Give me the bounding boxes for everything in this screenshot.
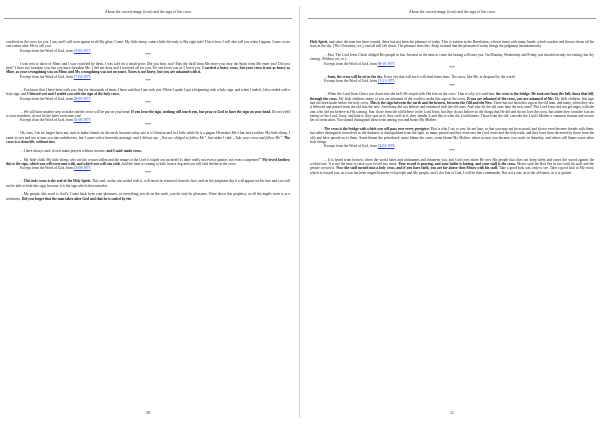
reference-text: Excerpt from the Word of God, from bbox=[324, 61, 378, 66]
page-number: 20 bbox=[146, 410, 150, 415]
paragraph bbox=[6, 179, 290, 188]
emphasis: If you are ashamed of the cross, you are ashamed of Me. bbox=[466, 96, 554, 101]
quote: „Take your cross and follow Me” bbox=[233, 135, 283, 140]
quote: „You are obliged to follow Me” bbox=[160, 135, 207, 140]
text: ... I have always said: do not make prayers without incense, bbox=[20, 148, 107, 153]
text: ... When the Lord Jesus Christ was down into the hell, He stayed with His feet on the cross. That is why it is said that: bbox=[324, 92, 497, 97]
emphasis: My loved brother, this is the sign, which you will overcome with, and which you will win with. bbox=[6, 157, 290, 166]
emphasis: Holy Spirit, bbox=[310, 40, 329, 44]
note: (The Christians; r.n.), bbox=[333, 44, 365, 49]
reference-date-link[interactable]: 28-05-1975 bbox=[73, 96, 91, 101]
reference-text: Excerpt from the Word of God, from bbox=[20, 166, 74, 171]
paragraph: crucified on the cross for you. I am, and I will soon appear in all My glory. Come, My little sheep, come a little bit early to My right side! This is how I will also call you when I appear. Come, as no one comes after Me to call you. bbox=[6, 40, 290, 49]
page-body bbox=[310, 40, 594, 175]
section-separator: *** bbox=[449, 148, 455, 153]
section-separator: *** bbox=[449, 83, 455, 88]
left-page bbox=[4, 0, 292, 424]
text: and all will fall down. The pleasure does this. Keep in mind that the pleasure of today brings the judgment instantaneously. bbox=[364, 44, 542, 49]
section-separator: *** bbox=[145, 100, 151, 105]
paragraph bbox=[6, 131, 290, 144]
emphasis: If you bear the sign, nothing will touch you, but pray to God to have the sign on your head. bbox=[131, 109, 271, 114]
paragraph bbox=[310, 92, 594, 122]
running-header: About the carved image (icon) and the sign of the cross bbox=[408, 10, 496, 14]
paragraph bbox=[6, 192, 290, 201]
page-number: 21 bbox=[450, 410, 454, 415]
emphasis: The cross is the bridge with which you will pass over every precipice. bbox=[324, 127, 430, 132]
section-separator: *** bbox=[145, 170, 151, 175]
text: And the time is coming to hide from a dog and you will find shelter at the cross. bbox=[120, 161, 237, 166]
right-page bbox=[308, 0, 596, 424]
paragraph bbox=[310, 53, 594, 62]
reference-date-link[interactable]: 09-10-1975 bbox=[377, 61, 395, 66]
header-rule bbox=[4, 18, 292, 19]
text: This seal, on the one sealed with it, will never be removed from his face, and on the judgment day it will appear on his face and you will not be able to hide this sign, because it is the sign which does miracles. bbox=[6, 179, 290, 188]
note: (Without oil, r.n.). bbox=[321, 57, 348, 62]
running-header: About the carved image (icon) and the sign of the cross bbox=[104, 10, 192, 14]
text: ... bbox=[324, 74, 328, 79]
reference-date-link[interactable]: 22-02-1976 bbox=[377, 144, 395, 149]
reference-text: Excerpt from the Word of God, from bbox=[20, 118, 74, 123]
text: ... My people, this word is God’s. Come back from your pleasures, as everything you do on the earth, you do only by pleasures. Write down this prophecy, as all the angels write it as a testimony. bbox=[6, 192, 290, 201]
paragraph bbox=[6, 88, 290, 97]
emphasis: and I said: make cross. bbox=[106, 148, 142, 153]
emphasis: the cross is the bridge. He took out from the hell, those that fell, through the cross. bbox=[310, 92, 595, 101]
reference-date-link[interactable]: 19-02-1975 bbox=[73, 48, 91, 53]
reference-text: Excerpt from the Word of God, from bbox=[20, 96, 74, 101]
reference-text: Excerpt from the Word of God, from bbox=[20, 74, 74, 79]
section-separator: *** bbox=[145, 53, 151, 58]
text: My little children, many of you are ashamed of the world to make this sign of the cross. bbox=[337, 96, 467, 101]
emphasis: Now the staff turned into a holy cross, and if you have faith, you are far above then Moses with his staff. bbox=[336, 166, 499, 171]
text: ... My little child, My little sheep, why are the crosses fallen and the image of the Lord is wiped out on them? Is there really not even a painter, not even a carpenter?” bbox=[20, 157, 263, 162]
text: Oh, sons, I do no longer have any trust to make friends on the earth, because today one is a Christian and in a little while he is a pagan. He makes Me a liar and a robber. My little sheep, I came to you and not to turn you into unbelievers, but I came with a heavenly message, and I did not say: bbox=[6, 131, 290, 140]
page-gutter bbox=[299, 6, 300, 418]
text: ... bbox=[20, 179, 24, 184]
emphasis: The cross is a clean life, without sins. bbox=[6, 135, 290, 145]
page-body bbox=[6, 40, 290, 201]
reference-text: Excerpt from the Word of God, from bbox=[324, 79, 378, 84]
reference-text: Excerpt from the Word of God, from bbox=[324, 144, 378, 149]
header-rule bbox=[308, 18, 596, 19]
paragraph bbox=[310, 40, 594, 49]
section-separator: *** bbox=[449, 66, 455, 71]
text: , but rather I said: bbox=[206, 135, 234, 140]
text: Take a good look son, only to see. Take a good look at My word, which is toward you, as a war has been waged between evil people and My people, and I, the Son of God, I will be their commander. But not a war, as in the old times, as it is spoken bbox=[310, 166, 594, 175]
emphasis: This is the sign between the earth and the heaven, between the Old and the New. bbox=[369, 100, 493, 105]
emphasis: This holy cross is the seal of the Holy Spirit. bbox=[23, 179, 92, 184]
emphasis: I blessed you and I sealed you with the sign of the holy cross. bbox=[27, 92, 120, 97]
text: Do not yield to your murderer, do not let the hater overcome you! bbox=[6, 109, 290, 118]
section-separator: *** bbox=[145, 79, 151, 84]
text: Moses split the Red Sea in two with his staff and the people crossed it. bbox=[310, 161, 594, 171]
emphasis: Did you forget that the man takes after God and that he is sealed by the bbox=[21, 196, 132, 201]
text: and since the man has been created, there has not been the pleasure of today. This is written in the Revelation: a fierce beast with many heads, which touches and throws down all the stars in the sky. bbox=[310, 40, 594, 49]
paragraph bbox=[6, 62, 290, 75]
text: I was sent to those of Mine, and I was crucified by them. I was sold for a small price. Did you hear, son? May the thrill from Me enter you; may the Spirit from Me enter you! Did you hear? I have not forsaken you, but you have forsaken Me. I did not deny and I received all for you. No one loves you as I loved you. bbox=[6, 61, 290, 71]
text: There has not been this sign in the old man, and many, when they saw it believed and passed from the old into the new. And many did not believe and remained with the old ones. And why do the old ones hate the new ones? The Lord Jesus did not get angry with the one, who did not believe in His coming. Son, those from the old believe in the Lord Jesus, but they do not believe in the things that He did and do not love the cross, but rather they consider it as an enemy of the Lord, Jesus, and hate it; they spit on it; they scoff at it; they slander it and this is what the Lord blames. Those from the old, consider the Lord’s Mother a common woman and accuse her of fornication. You should distinguish those from among you and honor My Mother. bbox=[310, 100, 594, 123]
paragraph bbox=[310, 158, 594, 175]
text: ... Fast. The Lord Jesus Christ obliged His people to fast, because in the time to come the fasting will save you. On Monday, Wednesday and Friday you should eat only for fasting, but dry fasting. bbox=[310, 53, 594, 62]
emphasis: Soon, the cross will be set in the sky. bbox=[327, 74, 383, 79]
paragraph bbox=[6, 158, 290, 167]
text: ... It is heard from heaven, when the world hates and nicknames and threatens you, and God cries when He sees His people that does not keep silent and raises the sword against the wicked one. It is not the time to raise your sword any more. bbox=[310, 157, 594, 166]
section-separator: *** bbox=[145, 122, 151, 127]
reference-date-link[interactable]: 01-06-1975 bbox=[73, 118, 91, 123]
text: ... We still have another step to make and the cross will be put on your head. bbox=[20, 109, 132, 114]
reference-date-link[interactable]: 15-06-1975 bbox=[73, 166, 91, 171]
emphasis: I carried a heavy cross, but your cross is not as heavy as Mine, as your wrongdoing was on Mine, and My wrongdoing was not on yours. Yours is not heavy, but you are ashamed with it. bbox=[6, 66, 290, 75]
reference-text: Excerpt from the Word of God, from bbox=[20, 48, 74, 53]
text: ... You know that I have been with you, that for thousands of times I have said that I am with you. When I spoke I put a beginning with a holy sign, and when I ended, I also ended with a holy sign, and bbox=[6, 87, 290, 97]
paragraph bbox=[310, 127, 594, 144]
paragraph bbox=[6, 110, 290, 119]
reference-date-link[interactable]: 13-11-1975 bbox=[377, 79, 395, 84]
text: That is why I say to you: do not hate, so that you may not be accused; and do not even become friends with them, but rather distinguish yourselves as the darkness is distinguished from the light, as many passed and they even saw the Lord Jesus and the holy truth, and they have been deceived by those from the old, and have passed on to them. Some blame the priesthood; some blame the cross; some blame My Mother, others accuse you because you work on Saturday, and others still blame some other holy things. bbox=[310, 127, 594, 145]
text: . bbox=[282, 135, 284, 140]
text: Every eye that will see it will shed bitter tears. The cross, like Me, is despised by the world. bbox=[382, 74, 516, 79]
reference-date-link[interactable]: 17-04-1975 bbox=[73, 74, 91, 79]
text: My little children, this sign had not been made before the holy cross. bbox=[310, 96, 594, 105]
emphasis: Your sword is praying, and your ballot is fasting, and your staff is the cross. bbox=[398, 161, 516, 166]
